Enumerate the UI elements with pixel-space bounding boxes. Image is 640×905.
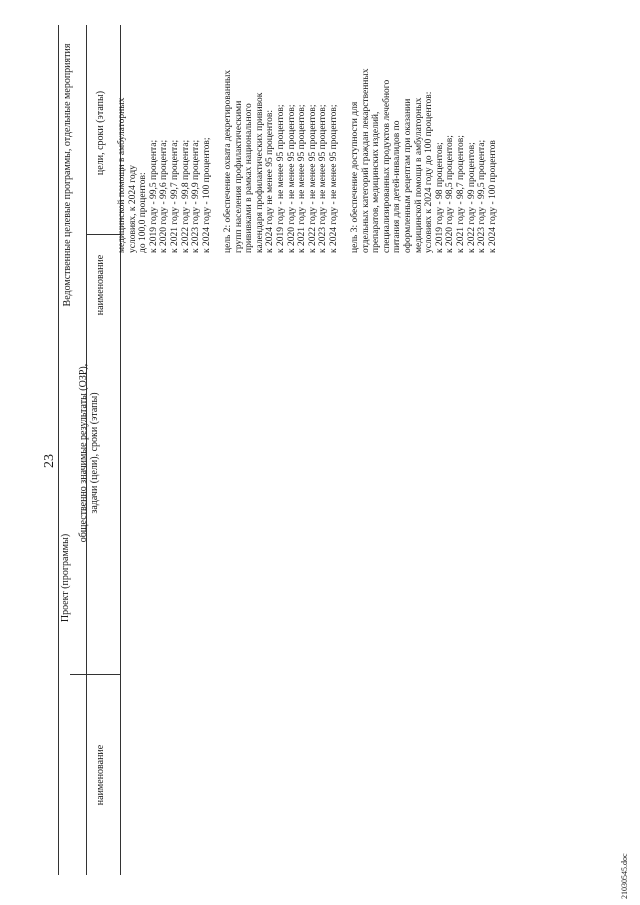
goals-line: календаря профилактических прививок	[254, 92, 265, 253]
goals-line: медицинской помощи в амбулаторных	[117, 97, 127, 253]
goals-line: к 2023 году - не менее 95 процентов;	[318, 104, 329, 253]
doc-id: 21030545.doc	[620, 853, 629, 899]
header-departmental-name: наименование	[95, 254, 106, 316]
goals-line: к 2020 году - 98,5 процентов;	[445, 135, 456, 253]
goals-line: к 2024 году не менее 95 процентов:	[265, 109, 276, 253]
goals-line: к 2019 году - не менее 95 процентов;	[275, 104, 286, 253]
goals-line: медицинской помощи в амбулаторных	[413, 97, 424, 253]
goals-line: условиях, к 2024 году	[127, 165, 138, 253]
col-divider-1	[70, 674, 120, 675]
header-project-results: общественно значимые результаты (ОЗР), задачи (цели), сроки (этапы)	[78, 363, 100, 543]
goals-line: отдельных категорий граждан лекарственных	[360, 68, 371, 253]
goals-line: к 2019 году - 98 процентов;	[434, 142, 445, 253]
goals-spacer	[339, 68, 350, 253]
goals-line: к 2022 году - не менее 95 процентов;	[307, 104, 318, 253]
goals-line: к 2021 году - не менее 95 процентов;	[297, 104, 308, 253]
header-departmental-goals: цели, сроки (этапы)	[95, 90, 106, 176]
goals-line: к 2021 году - 99,7 процента;	[169, 139, 180, 253]
goals-line: к 2020 году - не менее 95 процентов;	[286, 104, 297, 253]
goals-line: групп населения профилактическими	[233, 100, 244, 253]
goals-line: питания для детей-инвалидов по	[392, 120, 403, 253]
goals-line: к 2021 году - 98,7 процентов;	[456, 135, 466, 253]
goals-line: условиях к 2024 году до 100 процентов:	[424, 91, 435, 253]
goals-line: к 2024 году - не менее 95 процентов;	[328, 104, 339, 253]
goals-text	[117, 68, 498, 253]
goals-line: оформленным рецептам при оказании	[403, 98, 414, 253]
goals-line: цель 3: обеспечение доступности для	[350, 101, 361, 253]
goals-line: к 2019 году - 99,5 процента;	[148, 139, 159, 253]
header-departmental: Ведомственные целевые программы, отдельные мероприятия	[62, 43, 73, 307]
goals-line: к 2023 году - 99,5 процента;	[477, 139, 488, 253]
table-top-border	[58, 25, 59, 875]
goals-line: к 2024 году - 100 процентов	[487, 140, 498, 253]
goals-line: к 2022 году - 99 процентов;	[466, 142, 477, 253]
header-project: Проект (программы)	[60, 533, 71, 623]
goals-line: до 100,0 процентов:	[138, 172, 149, 253]
goals-line: к 2020 году - 99,6 процента;	[159, 139, 170, 253]
goals-line: к 2022 году - 99,8 процента;	[180, 139, 191, 253]
goals-line: к 2024 году - 100 процентов;	[201, 137, 212, 253]
header-project-name: наименование	[95, 744, 106, 806]
goals-line: прививками в рамках национального	[244, 103, 255, 253]
goals-line: к 2023 году - 99,9 процента;	[191, 139, 202, 253]
goals-line: препаратов, медицинских изделий,	[371, 111, 382, 253]
goals-line: цель 2: обеспечение охвата декретированных	[222, 69, 233, 253]
goals-spacer	[212, 68, 223, 253]
page-number: 23	[42, 454, 57, 468]
goals-line: специализированных продуктов лечебного	[381, 79, 392, 253]
